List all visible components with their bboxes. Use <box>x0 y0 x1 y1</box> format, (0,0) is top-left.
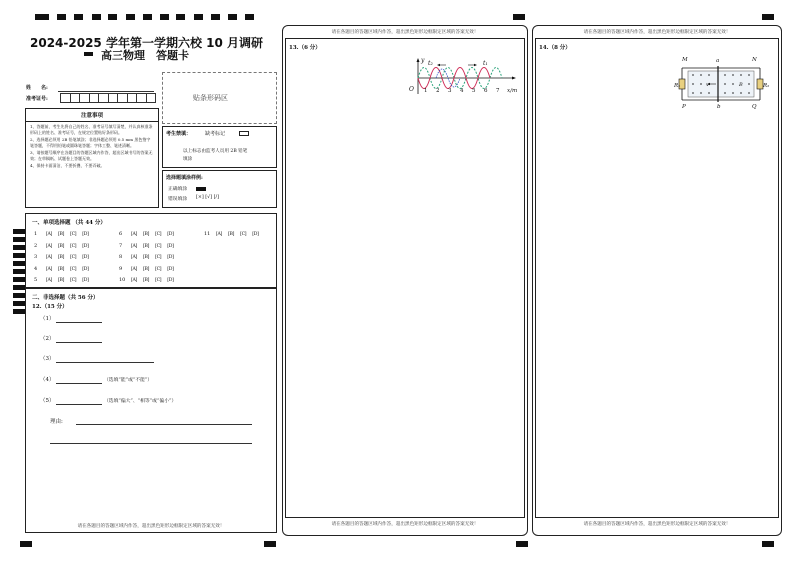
graph-t1-label: t₁ <box>483 60 488 67</box>
bottom-notice: 请在各题目的答题区域内作答，超出黑色矩形边框限定区域的答案无效！ <box>583 522 731 527</box>
exam-id-boxes[interactable] <box>60 93 156 103</box>
q14-answer-area[interactable] <box>535 38 779 518</box>
section2-box <box>25 288 277 533</box>
x-axis-arrow <box>512 77 516 80</box>
timing-mark <box>13 245 25 250</box>
label-P: P <box>682 104 686 110</box>
absent-note: 以上标志由监考人员用 2B 铅笔 <box>183 149 248 154</box>
mc-row[interactable]: 3 [A] [B] [C] [D] <box>34 254 89 260</box>
mc-row[interactable]: 1 [A] [B] [C] [D] <box>34 231 89 237</box>
absent-label: 考生禁填： <box>166 131 192 137</box>
label-v: v <box>706 82 709 88</box>
registration-mark <box>211 14 220 20</box>
registration-mark <box>516 541 528 547</box>
q12-answer-3[interactable] <box>56 362 154 363</box>
q12-answer-4[interactable] <box>56 383 102 384</box>
timing-mark <box>13 277 25 282</box>
label-R2: R₂ <box>763 83 770 89</box>
card-title: 高三物理 答题卡 <box>101 49 189 62</box>
mc-row[interactable]: 10 [A] [B] [C] [D] <box>119 277 174 283</box>
registration-mark <box>160 14 169 20</box>
mc-row[interactable]: 9 [A] [B] [C] [D] <box>119 265 174 272</box>
label-b: b <box>717 104 721 110</box>
timing-mark <box>13 285 25 290</box>
timing-mark <box>13 301 25 306</box>
name-label: 姓 名: <box>26 85 48 91</box>
graph-t2-label: t₂ <box>428 60 433 67</box>
reason-line-1[interactable] <box>76 424 252 425</box>
timing-mark <box>13 253 25 258</box>
timing-mark <box>13 309 25 314</box>
q12-answer-1[interactable] <box>56 322 102 323</box>
reason-line-2[interactable] <box>50 443 252 444</box>
barcode-area <box>162 72 277 124</box>
correct-fill-mark <box>196 187 206 191</box>
timing-mark <box>13 237 25 242</box>
registration-mark <box>264 541 276 547</box>
q12-part-3: （3） <box>40 356 55 362</box>
q12-part-4: （4） <box>40 377 55 383</box>
registration-mark <box>228 14 237 20</box>
registration-mark <box>194 14 203 20</box>
q12-part-5: （5） <box>40 398 55 404</box>
q12-part-2: （2） <box>40 336 55 342</box>
wrong-fill-label: 错误填涂 <box>168 197 188 202</box>
fill-sample-box <box>162 170 277 208</box>
graph-y-label: y <box>421 57 425 64</box>
q12-answer-5[interactable] <box>56 404 102 405</box>
notes-title: 注意事项 <box>26 109 158 122</box>
mc-column-2 <box>119 229 180 287</box>
absent-mark-label: 缺考标记 <box>205 131 226 137</box>
title-dash-mark <box>84 52 93 56</box>
absent-mark-box[interactable] <box>239 131 249 136</box>
label-Q: Q <box>752 104 757 110</box>
mc-row[interactable]: 5 [A] [B] [C] [D] <box>34 277 89 283</box>
q12-part-1: （1） <box>40 316 55 322</box>
registration-mark <box>35 14 49 20</box>
registration-mark <box>74 14 83 20</box>
registration-mark <box>762 541 774 547</box>
y-axis-arrow <box>417 58 420 62</box>
absent-box <box>162 126 277 168</box>
q14-label: 14.（8 分） <box>539 45 571 51</box>
registration-mark <box>92 14 101 20</box>
mc-row[interactable]: 8 [A] [B] [C] [D] <box>119 254 174 260</box>
reason-label: 理由: <box>50 419 63 425</box>
mc-column-1 <box>34 229 95 287</box>
id-label: 准考证号: <box>26 96 48 102</box>
registration-mark <box>126 14 135 20</box>
label-N: N <box>752 57 757 63</box>
barcode-label: 贴条形码区 <box>193 94 228 102</box>
mc-row[interactable]: 2 [A] [B] [C] [D] <box>34 242 89 249</box>
label-B: B <box>739 82 743 88</box>
notes-item: 1、答题前，考生先将自己的姓名、准考证号填写清楚，并认真核准条形码上的姓名、准考证号，在规定位置贴好条形码。 <box>30 124 153 135</box>
notes-box <box>25 108 159 208</box>
absent-note: 填涂 <box>183 157 193 162</box>
magnetic-field-region <box>688 71 754 97</box>
section1-title: 一、单项选择题 （共 44 分） <box>32 220 106 226</box>
top-notice: 请在各题目的答题区域内作答，超出黑色矩形边框限定区域的答案无效！ <box>583 30 731 35</box>
timing-mark <box>13 261 25 266</box>
registration-mark <box>20 541 32 547</box>
q12-answer-2[interactable] <box>56 342 102 343</box>
notes-item: 3、请按题号顺序在各题目的答题区域内作答，超出区域书写的答案无效；在草稿纸、试题卷上答题无效。 <box>30 150 153 161</box>
bottom-notice: 请在各题目的答题区域内作答，超出黑色矩形边框限定区域的答案无效！ <box>77 524 225 529</box>
section2-title: 二、非选择题（共 56 分） <box>32 295 99 301</box>
bottom-notice: 请在各题目的答题区域内作答，超出黑色矩形边框限定区域的答案无效！ <box>331 522 479 527</box>
registration-mark <box>513 14 525 20</box>
label-R1: R₁ <box>674 83 681 89</box>
q13-label: 13.（6 分） <box>289 45 321 51</box>
mc-row[interactable]: 6 [A] [B] [C] [D] <box>119 231 174 237</box>
q12-hint-4: （选填“能”或“不能”） <box>104 378 153 383</box>
label-a: a <box>716 58 720 64</box>
mc-column-3 <box>204 229 265 241</box>
fill-sample-title: 选择题填涂样例: <box>166 175 203 181</box>
mc-row[interactable]: 4 [A] [B] [C] [D] <box>34 265 89 272</box>
top-notice: 请在各题目的答题区域内作答，超出黑色矩形边框限定区域的答案无效！ <box>331 30 479 35</box>
graph-x-label: x/m <box>507 88 518 94</box>
notes-item: 2、选择题必须用 2B 铅笔填涂；非选择题必须用 0.5 mm 黑色签字笔答题，不得用铅笔或圆珠笔答题；字体工整、笔迹清晰。 <box>30 137 151 148</box>
timing-mark <box>13 269 25 274</box>
q12-hint-5: （选填“偏大”、“相等”或“偏小”） <box>104 399 177 404</box>
timing-mark <box>13 229 25 234</box>
notes-item: 4、保持卡面清洁，不要折叠、不要弄破。 <box>30 163 105 168</box>
registration-mark <box>245 14 254 20</box>
registration-mark <box>176 14 185 20</box>
q13-answer-area[interactable] <box>285 38 525 518</box>
wrong-fill-marks: [×] [√] [/] <box>196 195 219 200</box>
registration-mark <box>108 14 117 20</box>
q12-label: 12.（15 分） <box>32 304 68 310</box>
timing-mark <box>13 293 25 298</box>
registration-mark <box>57 14 66 20</box>
registration-mark <box>762 14 774 20</box>
exam-title: 2024-2025 学年第一学期六校 10 月调研 <box>30 36 264 50</box>
registration-mark <box>143 14 152 20</box>
circuit-diagram <box>674 62 768 106</box>
graph-origin-label: O <box>409 86 414 93</box>
correct-fill-label: 正确填涂 <box>168 187 188 192</box>
mc-row[interactable]: 11 [A] [B] [C] [D] <box>204 231 259 237</box>
label-M: M <box>682 57 688 63</box>
mc-row[interactable]: 7 [A] [B] [C] [D] <box>119 242 174 249</box>
name-field[interactable] <box>58 91 154 92</box>
